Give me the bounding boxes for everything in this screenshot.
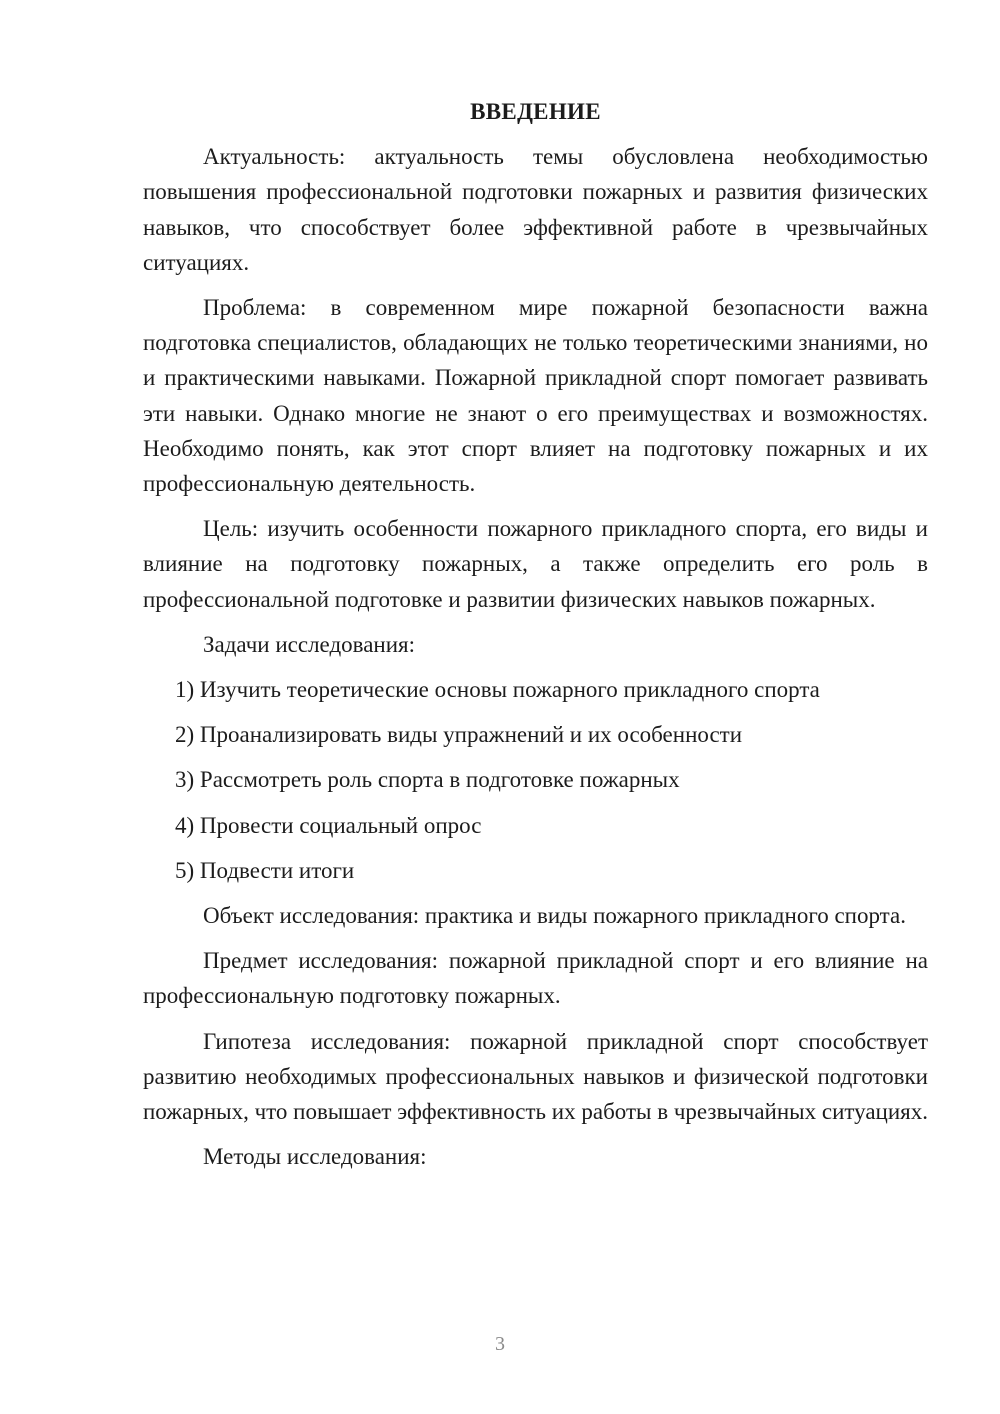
hypothesis-paragraph: Гипотеза исследования: пожарной прикладной спорт способствует развитию необходимых профессиональных навыков и физической подготовки пожарных, что повышает эффективность их работы в чрезвычайных ситуациях.: [143, 1028, 928, 1125]
task-item: 4) Провести социальный опрос: [175, 812, 482, 838]
page-content: [143, 94, 928, 1184]
task-item: 2) Проанализировать виды упражнений и их особенности: [175, 722, 743, 748]
page-number: 3: [495, 1333, 505, 1355]
problem-paragraph: Проблема: в современном мире пожарной безопасности важна подготовка специалистов, обладающих не только теоретическими знаниями, но и практическими навыками. Пожарной прикладной спорт помогает развивать эти навыки. Однако многие не знают о его преимуществах и возможностях. Необходимо понять, как этот спорт влияет на подготовку пожарных и их профессиональную деятельность.: [143, 295, 928, 497]
relevance-paragraph: Актуальность: актуальность темы обусловлена необходимостью повышения профессиональной подготовки пожарных и развития физических навыков, что способствует более эффективной работе в чрезвычайных ситуациях.: [143, 144, 928, 275]
tasks-heading: Задачи исследования:: [203, 631, 416, 657]
task-item: 3) Рассмотреть роль спорта в подготовке пожарных: [175, 767, 680, 793]
task-item: 1) Изучить теоретические основы пожарного прикладного спорта: [175, 677, 820, 703]
methods-heading: Методы исследования:: [203, 1144, 427, 1170]
task-item: 5) Подвести итоги: [175, 857, 355, 883]
subject-paragraph: Предмет исследования: пожарной прикладной спорт и его влияние на профессиональную подготовку пожарных.: [143, 948, 928, 1009]
object-paragraph: Объект исследования: практика и виды пожарного прикладного спорта.: [203, 903, 906, 929]
goal-paragraph: Цель: изучить особенности пожарного прикладного спорта, его виды и влияние на подготовку пожарных, а также определить его роль в профессиональной подготовке и развитии физических навыков пожарных.: [143, 516, 928, 612]
section-title: ВВЕДЕНИЕ: [470, 99, 601, 124]
tasks-list: [143, 672, 928, 888]
